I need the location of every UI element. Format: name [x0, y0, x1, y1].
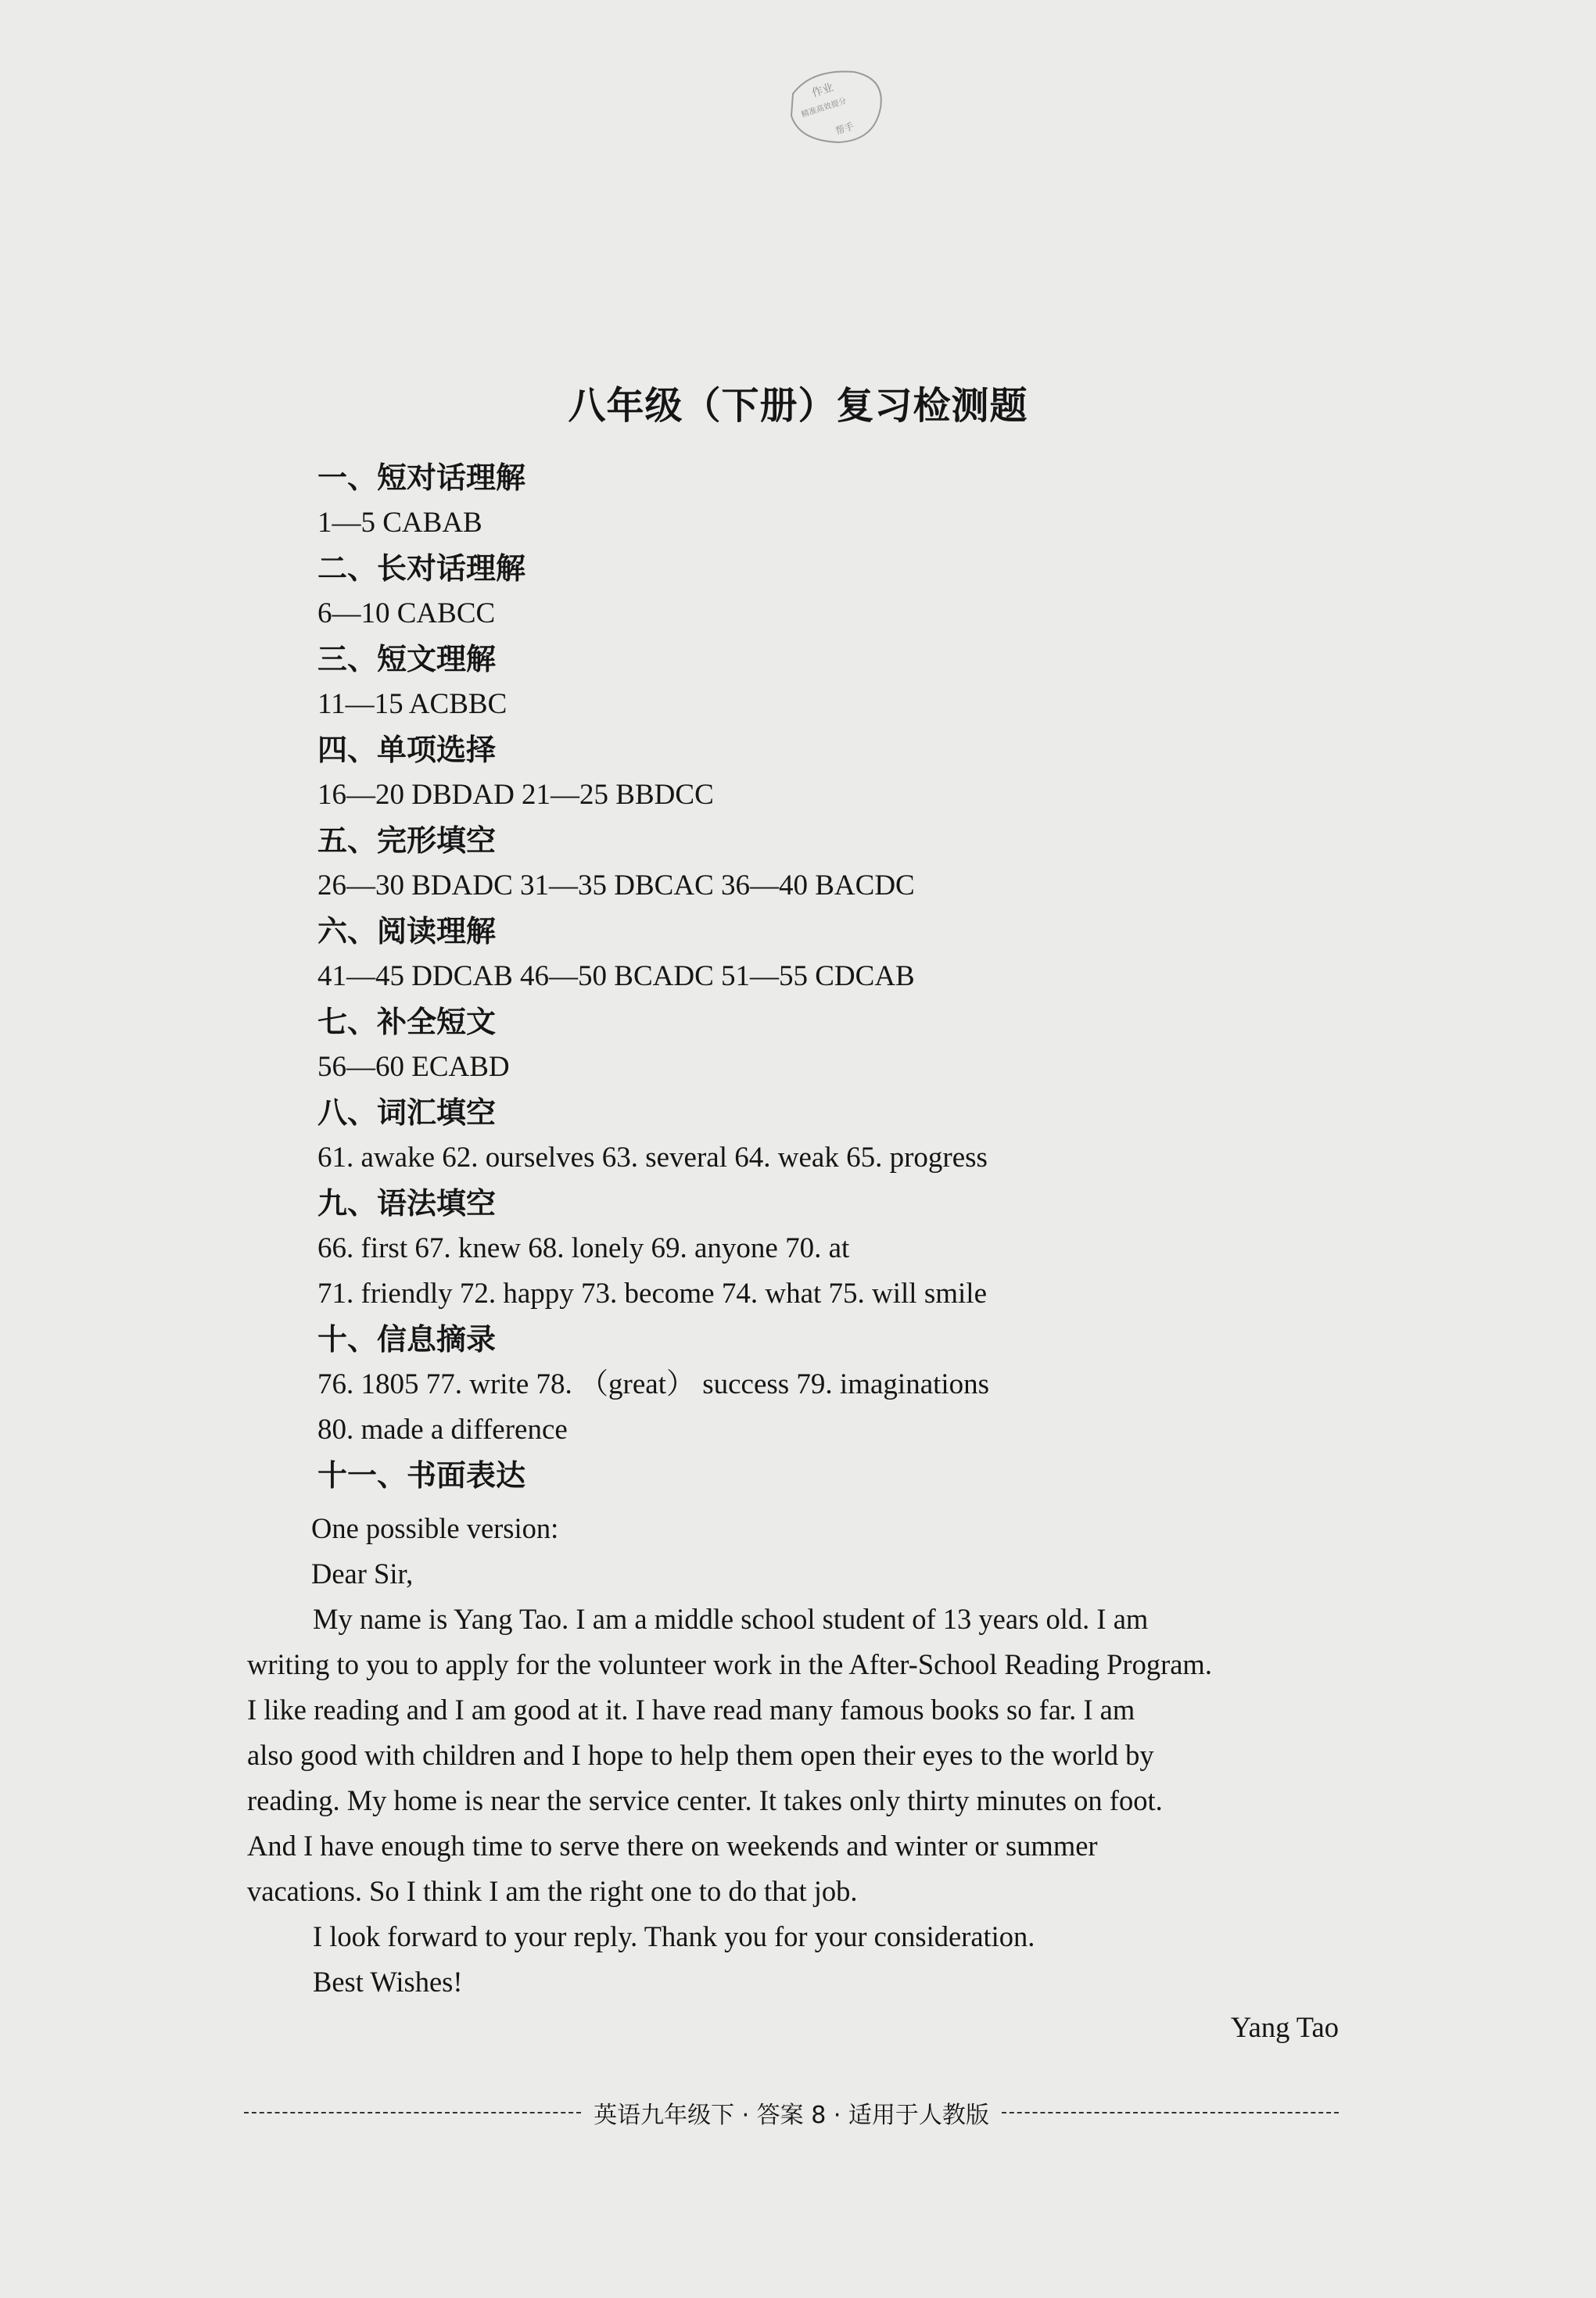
essay-line: I like reading and I am good at it. I have read many famous books so far. I am — [247, 1694, 1135, 1726]
section-heading: 一、短对话理解 — [317, 461, 526, 495]
essay-line: My name is Yang Tao. I am a middle school student of 13 years old. I am — [313, 1603, 1149, 1635]
section-answer: 41—45 DDCAB 46—50 BCADC 51—55 CDCAB — [317, 960, 915, 992]
essay-line: writing to you to apply for the volunteer work in the After-School Reading Program. — [247, 1648, 1212, 1680]
essay-salutation: Dear Sir, — [311, 1558, 414, 1590]
logo-stamp — [782, 64, 891, 150]
footer-divider — [1002, 2112, 1339, 2113]
section-heading: 三、短文理解 — [317, 642, 497, 676]
stamp-text-bottom: 帮手 — [834, 120, 855, 137]
section-answer: 11—15 ACBBC — [317, 688, 507, 720]
section-answer: 71. friendly 72. happy 73. become 74. what 75. will smile — [317, 1278, 987, 1310]
essay-body — [247, 1597, 1339, 1914]
answer-sections — [317, 455, 1428, 1498]
footer-divider — [244, 2112, 581, 2113]
section-heading: 九、语法填空 — [317, 1186, 497, 1221]
essay-closing: Best Wishes! — [313, 1966, 463, 1998]
footer-text: 英语九年级下 · 答案 8 · 适用于人教版 — [594, 2102, 989, 2129]
essay-line: also good with children and I hope to help them open their eyes to the world by — [247, 1739, 1154, 1771]
stamp-text-top: 作业 — [810, 81, 835, 100]
section-heading: 十、信息摘录 — [317, 1322, 497, 1357]
essay-line: And I have enough time to serve there on weekends and winter or summer — [247, 1830, 1098, 1862]
section-heading: 八、词汇填空 — [317, 1095, 497, 1130]
essay-intro: One possible version: — [311, 1512, 559, 1544]
section-answer: 6—10 CABCC — [317, 597, 496, 629]
essay-signature: Yang Tao — [1230, 2011, 1339, 2043]
section-heading: 五、完形填空 — [317, 823, 497, 858]
section-heading: 六、阅读理解 — [317, 914, 497, 948]
section-heading: 七、补全短文 — [317, 1005, 497, 1039]
section-answer: 26—30 BDADC 31—35 DBCAC 36—40 BACDC — [317, 869, 915, 902]
section-answer: 66. first 67. knew 68. lonely 69. anyone 70. at — [317, 1232, 850, 1264]
section-answer: 56—60 ECABD — [317, 1051, 510, 1083]
essay-line: vacations. So I think I am the right one to do that job. — [247, 1875, 858, 1907]
section-answer: 16—20 DBDAD 21—25 BBDCC — [317, 779, 714, 811]
page-footer — [244, 2095, 1339, 2130]
section-answer: 80. made a difference — [317, 1414, 568, 1446]
page-title: 八年级（下册）复习检测题 — [568, 384, 1028, 428]
section-heading: 二、长对话理解 — [317, 551, 526, 586]
essay-line: reading. My home is near the service center. It takes only thirty minutes on foot. — [247, 1784, 1163, 1816]
section-heading: 四、单项选择 — [317, 733, 497, 767]
section-answer: 76. 1805 77. write 78. （great） success 79. imaginations — [317, 1368, 990, 1400]
section-answer: 1—5 CABAB — [317, 507, 482, 539]
section-heading: 十一、书面表达 — [317, 1458, 526, 1493]
writing-sample — [247, 1506, 1339, 2050]
essay-closing-line: I look forward to your reply. Thank you for your consideration. — [313, 1920, 1035, 1952]
section-answer: 61. awake 62. ourselves 63. several 64. weak 65. progress — [317, 1142, 988, 1174]
stamp-text-mid: 精准高效提分 — [800, 96, 848, 120]
